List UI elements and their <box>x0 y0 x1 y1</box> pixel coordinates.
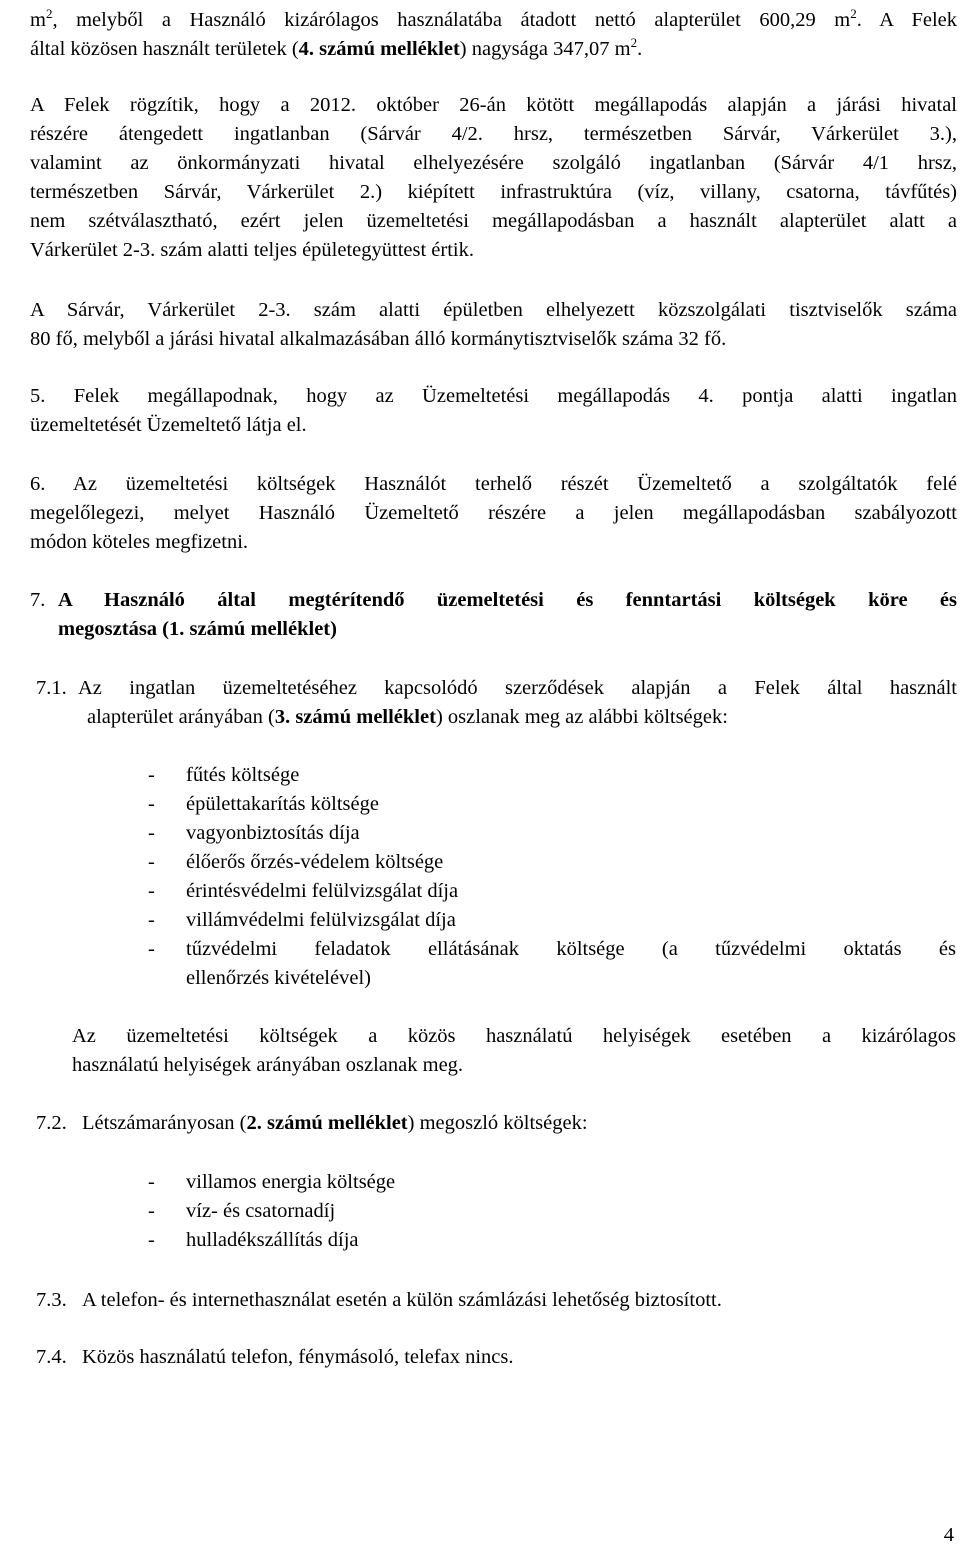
list-item-line: ellenőrzés kivételével) <box>186 967 371 989</box>
list-bullet: - <box>148 764 155 786</box>
paragraph-staff <box>30 296 957 354</box>
section-7-2-text: Létszámarányosan (2. számú melléklet) megoszló költségek: <box>82 1112 588 1134</box>
list-item: vagyonbiztosítás díja <box>186 822 360 844</box>
list-bullet: - <box>148 793 155 815</box>
list-item-line: tűzvédelmi feladatok ellátásának költsége (a tűzvédelmi oktatás és <box>186 938 956 960</box>
list-item: fűtés költsége <box>186 764 300 786</box>
list-item: villámvédelmi felülvizsgálat díja <box>186 909 456 931</box>
section-7-1-text <box>78 674 957 732</box>
list-item: víz- és csatornadíj <box>186 1200 336 1222</box>
paragraph-line: 5. Felek megállapodnak, hogy az Üzemeltetési megállapodás 4. pontja alatti ingatlan <box>30 385 957 407</box>
section-6 <box>30 470 957 557</box>
section-7-2-number: 7.2. <box>36 1112 67 1134</box>
section-7-3-number: 7.3. <box>36 1289 67 1311</box>
section-7-heading <box>58 586 957 644</box>
list-item: villamos energia költsége <box>186 1171 396 1193</box>
list-item: érintésvédelmi felülvizsgálat díja <box>186 880 459 902</box>
list-bullet: - <box>148 1229 155 1251</box>
intro-line-2: által közösen használt területek (4. számú melléklet) nagysága 347,07 $m^2$. <box>30 35 643 60</box>
list-item <box>186 935 956 993</box>
intro-line-1: $m^2$, melyből a Használó kizárólagos használatába átadott nettó alapterület 600,29 $m^2$. A Felek <box>30 6 957 31</box>
section-5 <box>30 382 957 440</box>
section-7-4-number: 7.4. <box>36 1346 67 1368</box>
list-bullet: - <box>148 909 155 931</box>
list-bullet: - <box>148 851 155 873</box>
paragraph-line: módon köteles megfizetni. <box>30 531 249 553</box>
list-bullet: - <box>148 1200 155 1222</box>
paragraph-line: A Felek rögzítik, hogy a 2012. október 26-án kötött megállapodás alapján a járási hivatal <box>30 94 957 116</box>
cost-note <box>72 1022 956 1080</box>
section-7-1-number: 7.1. <box>36 677 67 699</box>
paragraph-line: A Sárvár, Várkerület 2-3. szám alatti épületben elhelyezett közszolgálati tisztviselők száma <box>30 299 957 321</box>
list-bullet: - <box>148 880 155 902</box>
paragraph-agreement <box>30 91 957 265</box>
list-item: élőerős őrzés-védelem költsége <box>186 851 444 873</box>
section-7-3-text: A telefon- és internethasználat esetén a külön számlázási lehetőség biztosított. <box>82 1289 722 1311</box>
paragraph-line: 6. Az üzemeltetési költségek Használót terhelő részét Üzemeltető a szolgáltatók felé <box>30 473 957 495</box>
list-bullet: - <box>148 822 155 844</box>
list-item: épülettakarítás költsége <box>186 793 379 815</box>
paragraph-line: 80 fő, melyből a járási hivatal alkalmazásában álló kormánytisztviselők száma 32 fő. <box>30 328 727 350</box>
section-7-4-text: Közös használatú telefon, fénymásoló, telefax nincs. <box>82 1346 514 1368</box>
paragraph-line: nem szétválasztható, ezért jelen üzemeltetési megállapodásban a használt alapterület alatt a <box>30 210 957 232</box>
paragraph-line: valamint az önkormányzati hivatal elhelyezésére szolgáló ingatlanban (Sárvár 4/1 hrsz, <box>30 152 957 174</box>
list-bullet: - <box>148 938 155 960</box>
heading-line: A Használó által megtérítendő üzemeltetési és fenntartási költségek köre és <box>58 589 957 611</box>
list-item: hulladékszállítás díja <box>186 1229 359 1251</box>
intro-paragraph <box>30 6 957 64</box>
paragraph-line: használatú helyiségek arányában oszlanak meg. <box>72 1054 464 1076</box>
paragraph-line: üzemeltetését Üzemeltető látja el. <box>30 414 307 436</box>
paragraph-line: alapterület arányában (3. számú melléklet) oszlanak meg az alábbi költségek: <box>87 706 728 728</box>
list-bullet: - <box>148 1171 155 1193</box>
page-number: 4 <box>943 1524 954 1546</box>
heading-line: megosztása (1. számú melléklet) <box>58 618 337 640</box>
paragraph-line: megelőlegezi, melyet Használó Üzemeltető részére a jelen megállapodásban szabályozott <box>30 502 957 524</box>
paragraph-line: Várkerület 2-3. szám alatti teljes épületegyüttest értik. <box>30 239 475 261</box>
paragraph-line: részére átengedett ingatlanban (Sárvár 4/2. hrsz, természetben Sárvár, Várkerület 3.), <box>30 123 957 145</box>
paragraph-line: Az ingatlan üzemeltetéséhez kapcsolódó szerződések alapján a Felek által használt <box>78 677 957 699</box>
section-7-number: 7. <box>30 589 46 611</box>
paragraph-line: Az üzemeltetési költségek a közös használatú helyiségek esetében a kizárólagos <box>72 1025 956 1047</box>
paragraph-line: természetben Sárvár, Várkerület 2.) kiépített infrastruktúra (víz, villany, csatorna, távfűtés) <box>30 181 957 203</box>
